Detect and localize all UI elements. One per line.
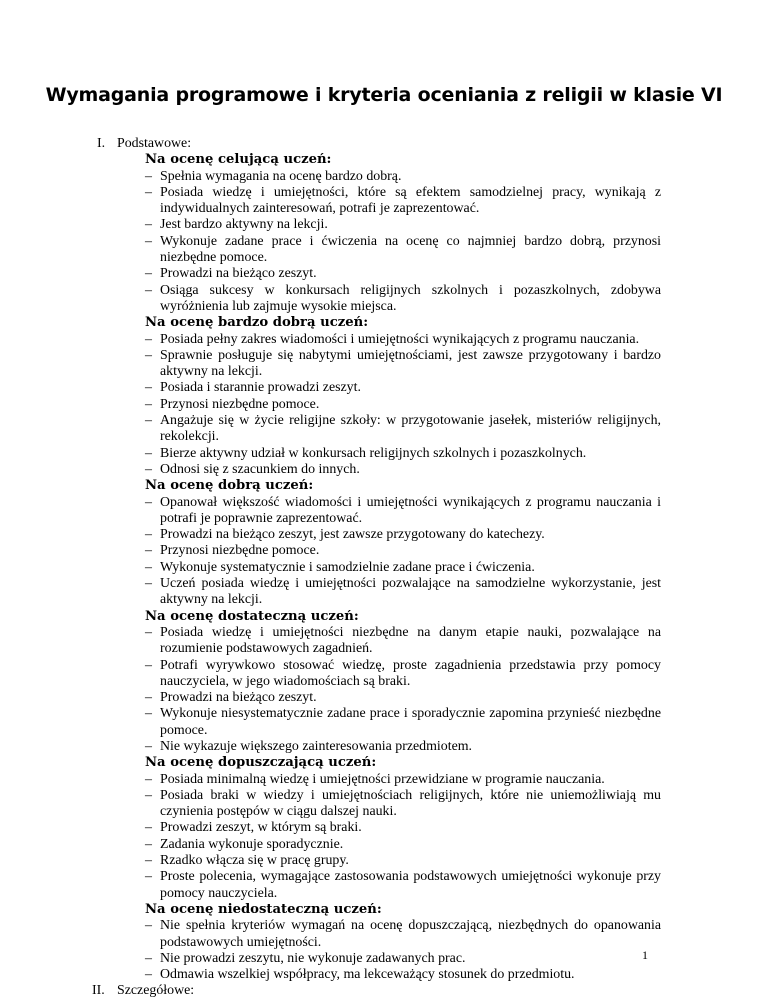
- dash-bullet: –: [145, 543, 152, 559]
- dash-bullet: –: [145, 559, 152, 575]
- dash-bullet: –: [145, 445, 152, 461]
- dash-bullet: –: [145, 494, 152, 510]
- dash-bullet: –: [145, 282, 152, 298]
- requirement-text: Posiada braki w wiedzy i umiejętnościach religijnych, które nie uniemożliwiają mu czynienia postępów w ciągu dalszej nauki.: [160, 787, 661, 820]
- requirement-text: Bierze aktywny udział w konkursach religijnych szkolnych i pozaszkolnych.: [160, 445, 587, 461]
- grade-heading: Na ocenę dobrą uczeń:: [145, 478, 314, 494]
- requirement-item: [117, 397, 661, 413]
- page-number: 1: [642, 948, 648, 962]
- dash-bullet: –: [145, 527, 152, 543]
- requirement-text: Angażuje się w życie religijne szkoły: w przygotowanie jasełek, misteriów religijnych, rekolekcji.: [160, 413, 661, 445]
- requirement-item: [117, 495, 661, 528]
- requirement-item: [117, 837, 661, 853]
- dash-bullet: –: [145, 396, 152, 412]
- dash-bullet: –: [145, 331, 152, 347]
- dash-bullet: –: [145, 184, 152, 200]
- requirement-item: [117, 169, 661, 185]
- requirement-item: [117, 217, 661, 233]
- requirement-text: Zadania wykonuje sporadycznie.: [160, 836, 344, 852]
- requirement-text: Nie spełnia kryteriów wymagań na ocenę dopuszczającą, niezbędnych do opanowania podstawowych umiejętności.: [160, 918, 661, 950]
- requirement-text: Proste polecenia, wymagające zastosowania podstawowych umiejętności wykonuje przy pomocy nauczyciela.: [160, 869, 661, 901]
- dash-bullet: –: [145, 233, 152, 249]
- document-title: Wymagania programowe i kryteria oceniania z religii w klasie VI: [45, 84, 723, 106]
- requirement-text: Wykonuje niesystematycznie zadane prace i sporadycznie zapomina przynieść niezbędne pomoce.: [160, 706, 661, 738]
- requirement-text: Prowadzi zeszyt, w którym są braki.: [160, 820, 362, 836]
- requirement-text: Przynosi niezbędne pomoce.: [160, 543, 320, 559]
- dash-bullet: –: [145, 787, 152, 803]
- requirement-item: [117, 380, 661, 396]
- requirement-text: Posiada wiedzę i umiejętności niezbędne na danym etapie nauki, pozwalające na rozumienie podstawowych zagadnień.: [160, 624, 661, 657]
- requirement-item: [117, 462, 661, 478]
- requirement-item: [117, 332, 661, 348]
- dash-bullet: –: [145, 820, 152, 836]
- requirement-text: Odnosi się z szacunkiem do innych.: [160, 461, 360, 477]
- section-label-line: [92, 983, 661, 999]
- dash-bullet: –: [145, 836, 152, 852]
- requirement-item: [117, 185, 661, 218]
- requirement-text: Posiada wiedzę i umiejętności, które są efektem samodzielnej pracy, wynikają z indywidualnych zainteresowań, potrafi je zaprezentować.: [160, 184, 661, 217]
- grade-heading: Na ocenę dostateczną uczeń:: [145, 608, 359, 624]
- requirement-item: [117, 690, 661, 706]
- dash-bullet: –: [145, 690, 152, 706]
- requirement-text: Prowadzi na bieżąco zeszyt, jest zawsze przygotowany do katechezy.: [160, 527, 545, 543]
- requirement-item: [117, 266, 661, 282]
- requirement-item: [117, 348, 661, 381]
- requirement-text: Nie prowadzi zeszytu, nie wykonuje zadawanych prac.: [160, 950, 466, 966]
- requirement-text: Uczeń posiada wiedzę i umiejętności pozwalające na samodzielne wykorzystanie, jest aktywny na lekcji.: [160, 576, 661, 608]
- requirement-item: [117, 446, 661, 462]
- requirement-text: Potrafi wyrywkowo stosować wiedzę, proste zagadnienia przedstawia przy pomocy nauczyciela, w jego wiadomościach są braki.: [160, 657, 661, 689]
- requirement-text: Prowadzi na bieżąco zeszyt.: [160, 690, 317, 706]
- requirement-item: [117, 543, 661, 559]
- requirement-text: Spełnia wymagania na ocenę bardzo dobrą.: [160, 168, 402, 184]
- dash-bullet: –: [145, 706, 152, 722]
- requirement-item: [117, 658, 661, 691]
- dash-bullet: –: [145, 918, 152, 934]
- requirement-item: [117, 283, 661, 316]
- section-label: Szczegółowe:: [117, 983, 195, 999]
- section-number: I.: [97, 136, 106, 151]
- requirement-item: [117, 951, 661, 967]
- document-body: [92, 136, 661, 1000]
- dash-bullet: –: [145, 869, 152, 885]
- requirement-item: [117, 739, 661, 755]
- requirement-item: [117, 413, 661, 446]
- dash-bullet: –: [145, 738, 152, 754]
- requirement-item: [117, 918, 661, 951]
- requirement-text: Opanował większość wiadomości i umiejętności wynikających z programu nauczania i potrafi je poprawnie zaprezentować.: [160, 494, 661, 526]
- requirement-item: [117, 869, 661, 902]
- dash-bullet: –: [145, 950, 152, 966]
- requirement-item: [117, 560, 661, 576]
- requirement-item: [117, 706, 661, 739]
- dash-bullet: –: [145, 380, 152, 396]
- requirement-text: Wykonuje systematycznie i samodzielnie zadane prace i ćwiczenia.: [160, 559, 535, 575]
- requirement-text: Rzadko włącza się w pracę grupy.: [160, 853, 349, 869]
- dash-bullet: –: [145, 413, 152, 429]
- requirement-text: Posiada pełny zakres wiadomości i umiejętności wynikających z programu nauczania.: [160, 331, 640, 347]
- grade-heading: Na ocenę bardzo dobrą uczeń:: [145, 315, 369, 331]
- requirement-item: [117, 234, 661, 267]
- dash-bullet: –: [145, 771, 152, 787]
- requirement-item: [117, 967, 661, 983]
- section-1: [97, 136, 661, 983]
- section-label: Podstawowe:: [117, 136, 192, 151]
- requirement-text: Nie wykazuje większego zainteresowania przedmiotem.: [160, 738, 473, 754]
- section-2: [92, 983, 661, 999]
- dash-bullet: –: [145, 217, 152, 233]
- grade-heading: Na ocenę dopuszczającą uczeń:: [145, 755, 377, 771]
- requirement-item: [117, 853, 661, 869]
- requirement-item: [117, 625, 661, 658]
- dash-bullet: –: [145, 461, 152, 477]
- dash-bullet: –: [145, 624, 152, 640]
- section-label-line: [97, 136, 661, 152]
- requirement-item: [117, 820, 661, 836]
- dash-bullet: –: [145, 266, 152, 282]
- requirement-text: Odmawia wszelkiej współpracy, ma lekceważący stosunek do przedmiotu.: [160, 967, 575, 983]
- requirement-text: Wykonuje zadane prace i ćwiczenia na ocenę co najmniej bardzo dobrą, przynosi niezbędne pomoce.: [160, 233, 661, 266]
- requirement-text: Jest bardzo aktywny na lekcji.: [160, 217, 328, 233]
- requirement-text: Posiada i starannie prowadzi zeszyt.: [160, 380, 361, 396]
- dash-bullet: –: [145, 853, 152, 869]
- dash-bullet: –: [145, 657, 152, 673]
- requirement-text: Prowadzi na bieżąco zeszyt.: [160, 266, 317, 282]
- requirement-text: Sprawnie posługuje się nabytymi umiejętnościami, jest zawsze przygotowany i bardzo aktywny na lekcji.: [160, 347, 661, 380]
- requirement-item: [117, 788, 661, 821]
- grade-heading: Na ocenę niedostateczną uczeń:: [145, 901, 382, 917]
- section-number: II.: [92, 983, 105, 999]
- requirement-text: Posiada minimalną wiedzę i umiejętności przewidziane w programie nauczania.: [160, 771, 605, 787]
- requirement-text: Osiąga sukcesy w konkursach religijnych szkolnych i pozaszkolnych, zdobywa wyróżnienia lub zajmuje wysokie miejsca.: [160, 282, 661, 314]
- grade-heading: Na ocenę celującą uczeń:: [145, 152, 332, 168]
- dash-bullet: –: [145, 347, 152, 363]
- dash-bullet: –: [145, 967, 152, 983]
- requirement-item: [117, 576, 661, 609]
- requirement-text: Przynosi niezbędne pomoce.: [160, 396, 320, 412]
- requirement-item: [117, 527, 661, 543]
- requirement-item: [117, 772, 661, 788]
- dash-bullet: –: [145, 168, 152, 184]
- dash-bullet: –: [145, 576, 152, 592]
